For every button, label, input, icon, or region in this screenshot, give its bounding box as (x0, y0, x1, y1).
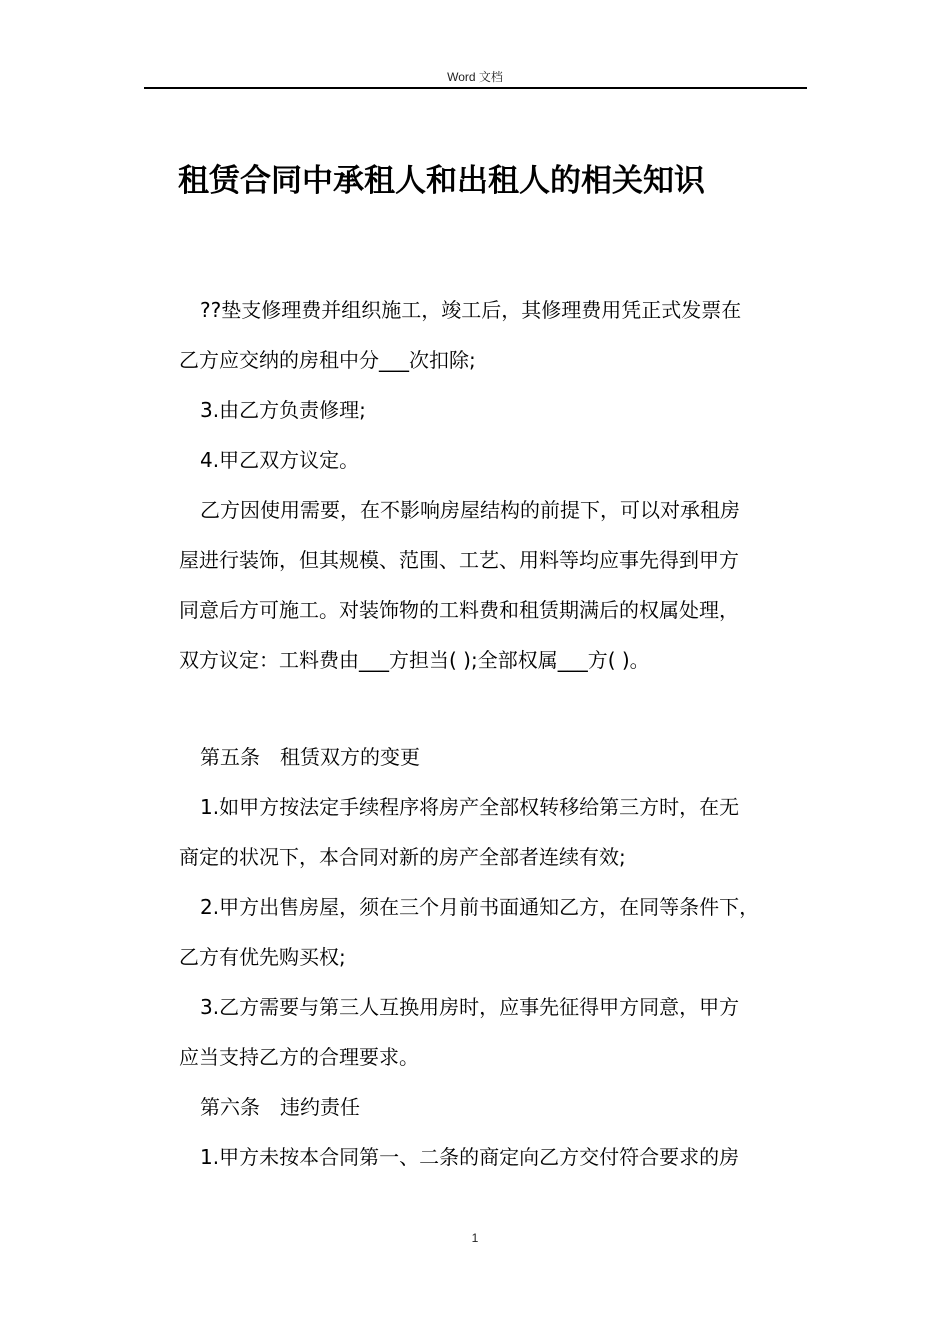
page-header: Word 文档 (447, 70, 503, 84)
paragraph-line: 同意后方可施工。对装饰物的工料费和租赁期满后的权属处理， (179, 598, 739, 622)
paragraph-line: 应当支持乙方的合理要求。 (179, 1045, 419, 1069)
paragraph-line: 1.甲方未按本合同第一、二条的商定向乙方交付符合要求的房 (200, 1145, 740, 1169)
page-number: 1 (471, 1231, 479, 1245)
paragraph-line: 4.甲乙双方议定。 (200, 448, 360, 472)
paragraph-line: 双方议定：工料费由___方担当( );全部权属___方( )。 (179, 648, 650, 672)
paragraph-line: 乙方因使用需要，在不影响房屋结构的前提下，可以对承租房 (200, 498, 740, 522)
paragraph-line: 商定的状况下，本合同对新的房产全部者连续有效; (179, 845, 626, 869)
paragraph-line: 乙方有优先购买权; (179, 945, 346, 969)
section-heading: 第六条 违约责任 (200, 1095, 360, 1119)
document-title: 租赁合同中承租人和出租人的相关知识 (178, 163, 705, 199)
paragraph-line: 屋进行装饰，但其规模、范围、工艺、用料等均应事先得到甲方 (179, 548, 739, 572)
paragraph-line: 2.甲方出售房屋，须在三个月前书面通知乙方，在同等条件下， (200, 895, 760, 919)
header-rule (144, 87, 807, 89)
paragraph-line: 3.由乙方负责修理; (200, 398, 366, 422)
paragraph-line: 乙方应交纳的房租中分___次扣除; (179, 348, 476, 372)
paragraph-line: ??垫支修理费并组织施工，竣工后，其修理费用凭正式发票在 (200, 298, 742, 322)
paragraph-line: 3.乙方需要与第三人互换用房时，应事先征得甲方同意，甲方 (200, 995, 740, 1019)
section-heading: 第五条 租赁双方的变更 (200, 745, 420, 769)
paragraph-line: 1.如甲方按法定手续程序将房产全部权转移给第三方时，在无 (200, 795, 740, 819)
